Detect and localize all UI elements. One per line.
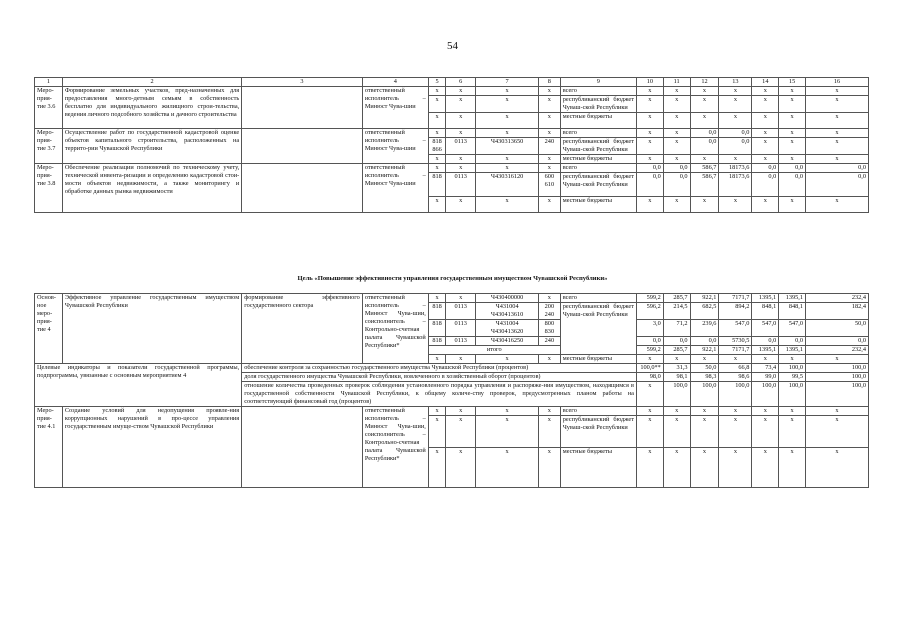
cell: 0,0 [719, 138, 752, 155]
cell: 0,0 [779, 164, 806, 173]
cell: 232,4 [806, 346, 869, 355]
event-executor: ответственный исполнитель – Минюст Чува-шии [362, 129, 428, 164]
cell: 1395,1 [779, 294, 806, 303]
cell: x [752, 448, 779, 488]
cell: 547,0 [719, 320, 752, 337]
cell: x [476, 355, 539, 364]
event-code: Меро-прия-тие 3.8 [35, 164, 63, 213]
header-row [35, 78, 869, 87]
cell: x [752, 113, 779, 129]
col-header: 13 [719, 78, 752, 87]
cell: x [719, 197, 752, 213]
funding-source: местные бюджеты [560, 355, 636, 364]
cell: x [636, 87, 663, 96]
cell: x [779, 87, 806, 96]
cell: x [690, 355, 719, 364]
table-row [35, 294, 869, 303]
cell: 66,8 [719, 364, 752, 373]
cell: x [476, 155, 539, 164]
goal-heading: Цель «Повышение эффективности управления государственным имуществом Чувашской Республики» [297, 275, 608, 282]
cell: 0,0 [752, 164, 779, 173]
cell: x [428, 407, 446, 416]
cell: 285,7 [663, 294, 690, 303]
table-row [35, 407, 869, 416]
cell: x [663, 355, 690, 364]
cell: x [428, 164, 446, 173]
cell: x [446, 113, 476, 129]
cell: 100,0 [752, 382, 779, 407]
event-target-empty [242, 407, 363, 488]
cell: x [806, 138, 869, 155]
funding-source: местные бюджеты [560, 197, 636, 213]
cell: x [636, 155, 663, 164]
cell: 100,0 [779, 364, 806, 373]
cell: x [428, 416, 446, 448]
cell: x [806, 355, 869, 364]
cell: x [663, 113, 690, 129]
cell: 0,0 [779, 337, 806, 346]
event-block [35, 164, 869, 213]
cell: 922,1 [690, 346, 719, 355]
cell: x [539, 164, 561, 173]
cell: x [636, 129, 663, 138]
indicator-text: доля государственного имущества Чувашской Республики, вовлеченного в хозяйственный оборот (процентов) [242, 373, 637, 382]
funding-source: всего [560, 294, 636, 303]
cell: 818 [428, 337, 446, 346]
cell: 214,5 [663, 303, 690, 320]
cell: x [779, 416, 806, 448]
cell: x [476, 416, 539, 448]
cell: x [779, 138, 806, 155]
cell: 1395,1 [779, 346, 806, 355]
cell: 818 866 [428, 138, 446, 155]
cell: x [663, 87, 690, 96]
cell: x [663, 138, 690, 155]
cell: 600 610 [539, 173, 561, 197]
cell: 0,0 [806, 337, 869, 346]
event-block [35, 87, 869, 129]
event-block [35, 407, 869, 488]
cell: x [663, 129, 690, 138]
event-executor: ответственный исполнитель – Минюст Чува-шии [362, 164, 428, 213]
cell: x [752, 87, 779, 96]
main-event-4 [35, 294, 869, 364]
cell: x [428, 129, 446, 138]
cell: x [806, 197, 869, 213]
cell: x [806, 87, 869, 96]
table-row [35, 87, 869, 96]
col-header: 14 [752, 78, 779, 87]
cell: 100,0 [806, 364, 869, 373]
cell: x [779, 448, 806, 488]
cell: x [636, 113, 663, 129]
cell: 100,0 [779, 382, 806, 407]
cell: 100,0 [719, 382, 752, 407]
cell: x [752, 416, 779, 448]
cell: 586,7 [690, 173, 719, 197]
col-header: 9 [560, 78, 636, 87]
col-header: 10 [636, 78, 663, 87]
indicator-text: отношение количества проведенных проверок соблюдения установленного порядка управления и распоряже-ния имуществом, находящимся в государственной собственности Чувашской Республики, к общему количе-ству проверок, предусмотренных планом работы на соответствующий финансовый год (процентов) [242, 382, 637, 407]
cell: x [779, 407, 806, 416]
cell: x [446, 416, 476, 448]
cell: x [539, 355, 561, 364]
funding-source: местные бюджеты [560, 155, 636, 164]
cell: x [446, 294, 476, 303]
table-row [35, 129, 869, 138]
cell: 0,0 [752, 337, 779, 346]
cell: 73,4 [752, 364, 779, 373]
cell: x [806, 96, 869, 113]
cell: x [690, 416, 719, 448]
cell: x [663, 448, 690, 488]
funding-source: всего [560, 87, 636, 96]
cell: Ч431004 Ч430413620 [476, 320, 539, 337]
cell: x [636, 138, 663, 155]
cell: x [636, 382, 663, 407]
cell: 98,3 [690, 373, 719, 382]
cell: 0,0 [663, 164, 690, 173]
cell: x [539, 113, 561, 129]
col-header: 4 [362, 78, 428, 87]
cell: x [719, 113, 752, 129]
cell: x [752, 197, 779, 213]
cell: Ч430400000 [476, 294, 539, 303]
cell: x [806, 113, 869, 129]
cell: 240 [539, 138, 561, 155]
cell: x [428, 155, 446, 164]
cell: 547,0 [779, 320, 806, 337]
cell: x [446, 407, 476, 416]
cell: x [806, 155, 869, 164]
cell: 98,6 [719, 373, 752, 382]
cell: x [476, 164, 539, 173]
event-code: Основ-ное меро-прия-тие 4 [35, 294, 63, 364]
event-executor: ответственный исполнитель – Минюст Чува-шии, соисполнитель – Контрольно-счетная палата Чувашской Республики* [362, 294, 428, 364]
cell: x [636, 448, 663, 488]
table-row [35, 364, 869, 373]
cell: 0,0 [779, 173, 806, 197]
cell: 0,0 [690, 337, 719, 346]
cell: 100,0 [806, 373, 869, 382]
col-header: 5 [428, 78, 446, 87]
cell: x [690, 155, 719, 164]
cell: 3,0 [636, 320, 663, 337]
cell: x [446, 96, 476, 113]
cell: 98,0 [636, 373, 663, 382]
total-label: итого [428, 346, 560, 355]
cell: x [428, 197, 446, 213]
cell: 0113 [446, 337, 476, 346]
cell: x [476, 87, 539, 96]
event-name: Обеспечение реализации полномочий по техническому учету, технической инвента-ризации и определению кадастровой стои-мости объектов недвижимости, а также мониторингу и обработке данных рынка недвижимости [62, 164, 241, 213]
cell: x [719, 96, 752, 113]
cell: x [690, 96, 719, 113]
cell: x [719, 407, 752, 416]
table-row [35, 164, 869, 173]
cell: x [690, 197, 719, 213]
cell: 0,0 [690, 138, 719, 155]
cell: x [663, 197, 690, 213]
cell: 182,4 [806, 303, 869, 320]
event-name: Создание условий для недопущения проявле-ния коррупционных нарушений в про-цессе управления государственным имуще-ством Чувашской Республики [62, 407, 241, 488]
cell: x [663, 96, 690, 113]
cell: x [690, 113, 719, 129]
col-header: 3 [242, 78, 363, 87]
col-header: 8 [539, 78, 561, 87]
cell: 0,0 [663, 173, 690, 197]
cell: x [663, 416, 690, 448]
cell: x [719, 416, 752, 448]
cell: x [539, 155, 561, 164]
cell: x [636, 96, 663, 113]
funding-source: республиканский бюджет Чуваш-ской Республики [560, 138, 636, 155]
cell: x [446, 448, 476, 488]
cell: 922,1 [690, 294, 719, 303]
funding-source: местные бюджеты [560, 448, 636, 488]
cell: x [719, 355, 752, 364]
cell: x [539, 294, 561, 303]
cell: 682,5 [690, 303, 719, 320]
cell: 0,0 [636, 164, 663, 173]
col-header: 11 [663, 78, 690, 87]
cell: x [446, 164, 476, 173]
cell: x [539, 407, 561, 416]
program-table-top [34, 77, 869, 213]
cell: x [476, 113, 539, 129]
funding-source: республиканский бюджет Чуваш-ской Республики [560, 96, 636, 113]
cell: x [752, 155, 779, 164]
cell: 99,0 [752, 373, 779, 382]
cell: x [539, 416, 561, 448]
funding-source: всего [560, 407, 636, 416]
cell: 0,0 [806, 164, 869, 173]
cell: 18173,6 [719, 164, 752, 173]
cell: x [690, 87, 719, 96]
cell: Ч430313650 [476, 138, 539, 155]
cell: 818 [428, 320, 446, 337]
cell: x [476, 448, 539, 488]
cell: 7171,7 [719, 346, 752, 355]
cell: x [806, 448, 869, 488]
cell: x [779, 129, 806, 138]
cell: 100,0 [663, 382, 690, 407]
col-header: 2 [62, 78, 241, 87]
event-target-empty [242, 164, 363, 213]
cell: 0,0 [663, 337, 690, 346]
event-code: Меро-прия-тие 3.6 [35, 87, 63, 129]
cell: x [806, 407, 869, 416]
cell: x [779, 113, 806, 129]
cell: x [636, 355, 663, 364]
cell: 547,0 [752, 320, 779, 337]
event-name: Осуществление работ по государственной кадастровой оценке объектов капитального строительства, расположенных на террито-рии Чувашской Республики [62, 129, 241, 164]
cell: x [476, 407, 539, 416]
cell: x [446, 355, 476, 364]
cell: 848,1 [752, 303, 779, 320]
cell: 1395,1 [752, 294, 779, 303]
cell: 894,2 [719, 303, 752, 320]
cell: x [663, 155, 690, 164]
cell: 818 [428, 303, 446, 320]
cell: Ч430316120 [476, 173, 539, 197]
cell: 50,0 [806, 320, 869, 337]
cell: 0113 [446, 320, 476, 337]
cell: x [476, 96, 539, 113]
cell: x [428, 355, 446, 364]
cell: 7171,7 [719, 294, 752, 303]
indicator-text: обеспечение контроля за сохранностью государственного имущества Чувашской Республики (процентов) [242, 364, 637, 373]
event-target-empty [242, 129, 363, 164]
cell: 200 240 [539, 303, 561, 320]
cell: x [636, 197, 663, 213]
cell: 0,0 [806, 173, 869, 197]
cell: 232,4 [806, 294, 869, 303]
funding-source: всего [560, 164, 636, 173]
cell: x [476, 129, 539, 138]
cell: 0113 [446, 173, 476, 197]
cell: x [428, 294, 446, 303]
cell: 1395,1 [752, 346, 779, 355]
cell: 100,0 [690, 382, 719, 407]
cell: x [752, 129, 779, 138]
cell: x [719, 87, 752, 96]
cell: x [539, 197, 561, 213]
cell: 599,2 [636, 294, 663, 303]
cell: x [690, 407, 719, 416]
cell: 0,0 [752, 173, 779, 197]
cell: x [752, 96, 779, 113]
event-name: Формирование земельных участков, пред-назначенных для предоставления много-детным семьям в собственность бесплатно для индивидуального жилищного строи-тельства, ведения личного подсобного хозяйства и дачного строительства [62, 87, 241, 129]
indicators-label: Целевые индикаторы и показатели государственной программы, подпрограммы, увязанные с основным мероприятием 4 [35, 364, 242, 407]
cell: 0,0 [690, 129, 719, 138]
event-name: Эффективное управление государственным имуществом Чувашской Республики [62, 294, 241, 364]
event-executor: ответственный исполнитель – Минюст Чува-шии [362, 87, 428, 129]
event-code: Меро-прия-тие 3.7 [35, 129, 63, 164]
cell: 599,2 [636, 346, 663, 355]
cell: 240 [539, 337, 561, 346]
cell: x [446, 87, 476, 96]
cell: 0113 [446, 303, 476, 320]
program-table-bottom [34, 293, 869, 488]
cell: x [539, 129, 561, 138]
cell: x [690, 448, 719, 488]
cell: x [752, 407, 779, 416]
event-target: формирование эффективного государственного сектора [242, 294, 363, 364]
cell: 0,0 [636, 337, 663, 346]
cell: x [539, 87, 561, 96]
cell: 596,2 [636, 303, 663, 320]
cell: 586,7 [690, 164, 719, 173]
cell: 0,0 [636, 173, 663, 197]
cell: x [806, 416, 869, 448]
cell: x [539, 96, 561, 113]
funding-source: всего [560, 129, 636, 138]
col-header: 12 [690, 78, 719, 87]
cell: 100,0** [636, 364, 663, 373]
cell: x [636, 416, 663, 448]
cell: x [446, 197, 476, 213]
cell: x [806, 129, 869, 138]
cell: 5730,5 [719, 337, 752, 346]
cell: 0113 [446, 138, 476, 155]
cell: x [719, 448, 752, 488]
cell: x [428, 87, 446, 96]
cell: 0,0 [719, 129, 752, 138]
funding-source: республиканский бюджет Чуваш-ской Республики [560, 303, 636, 355]
event-block [35, 129, 869, 164]
cell: x [663, 407, 690, 416]
cell: 98,1 [663, 373, 690, 382]
cell: x [428, 113, 446, 129]
cell: 285,7 [663, 346, 690, 355]
cell: 800 830 [539, 320, 561, 337]
cell: 239,6 [690, 320, 719, 337]
cell: x [752, 355, 779, 364]
col-header: 7 [476, 78, 539, 87]
cell: 848,1 [779, 303, 806, 320]
cell: x [428, 448, 446, 488]
cell: x [779, 355, 806, 364]
cell: 18173,6 [719, 173, 752, 197]
cell: x [779, 155, 806, 164]
event-target-empty [242, 87, 363, 129]
cell: 99,5 [779, 373, 806, 382]
page-number: 54 [447, 40, 458, 52]
col-header: 15 [779, 78, 806, 87]
cell: x [636, 407, 663, 416]
cell: Ч431004 Ч430413610 [476, 303, 539, 320]
funding-source: республиканский бюджет Чуваш-ской Республики [560, 173, 636, 197]
event-code: Меро-прия-тие 4.1 [35, 407, 63, 488]
event-executor: ответственный исполнитель – Минюст Чува-шии, соисполнитель – Контрольно-счетная палата Чувашской Республики* [362, 407, 428, 488]
cell: 50,0 [690, 364, 719, 373]
col-header: 1 [35, 78, 63, 87]
funding-source: республиканский бюджет Чуваш-ской Республики [560, 416, 636, 448]
cell: Ч430416250 [476, 337, 539, 346]
col-header: 16 [806, 78, 869, 87]
cell: x [446, 129, 476, 138]
cell: x [539, 448, 561, 488]
cell: x [476, 197, 539, 213]
cell: 818 [428, 173, 446, 197]
cell: 31,3 [663, 364, 690, 373]
indicators-block [35, 364, 869, 407]
cell: 100,0 [806, 382, 869, 407]
cell: x [779, 96, 806, 113]
cell: x [446, 155, 476, 164]
funding-source: местные бюджеты [560, 113, 636, 129]
cell: 71,2 [663, 320, 690, 337]
cell: x [428, 96, 446, 113]
cell: x [779, 197, 806, 213]
cell: x [752, 138, 779, 155]
col-header: 6 [446, 78, 476, 87]
cell: x [719, 155, 752, 164]
